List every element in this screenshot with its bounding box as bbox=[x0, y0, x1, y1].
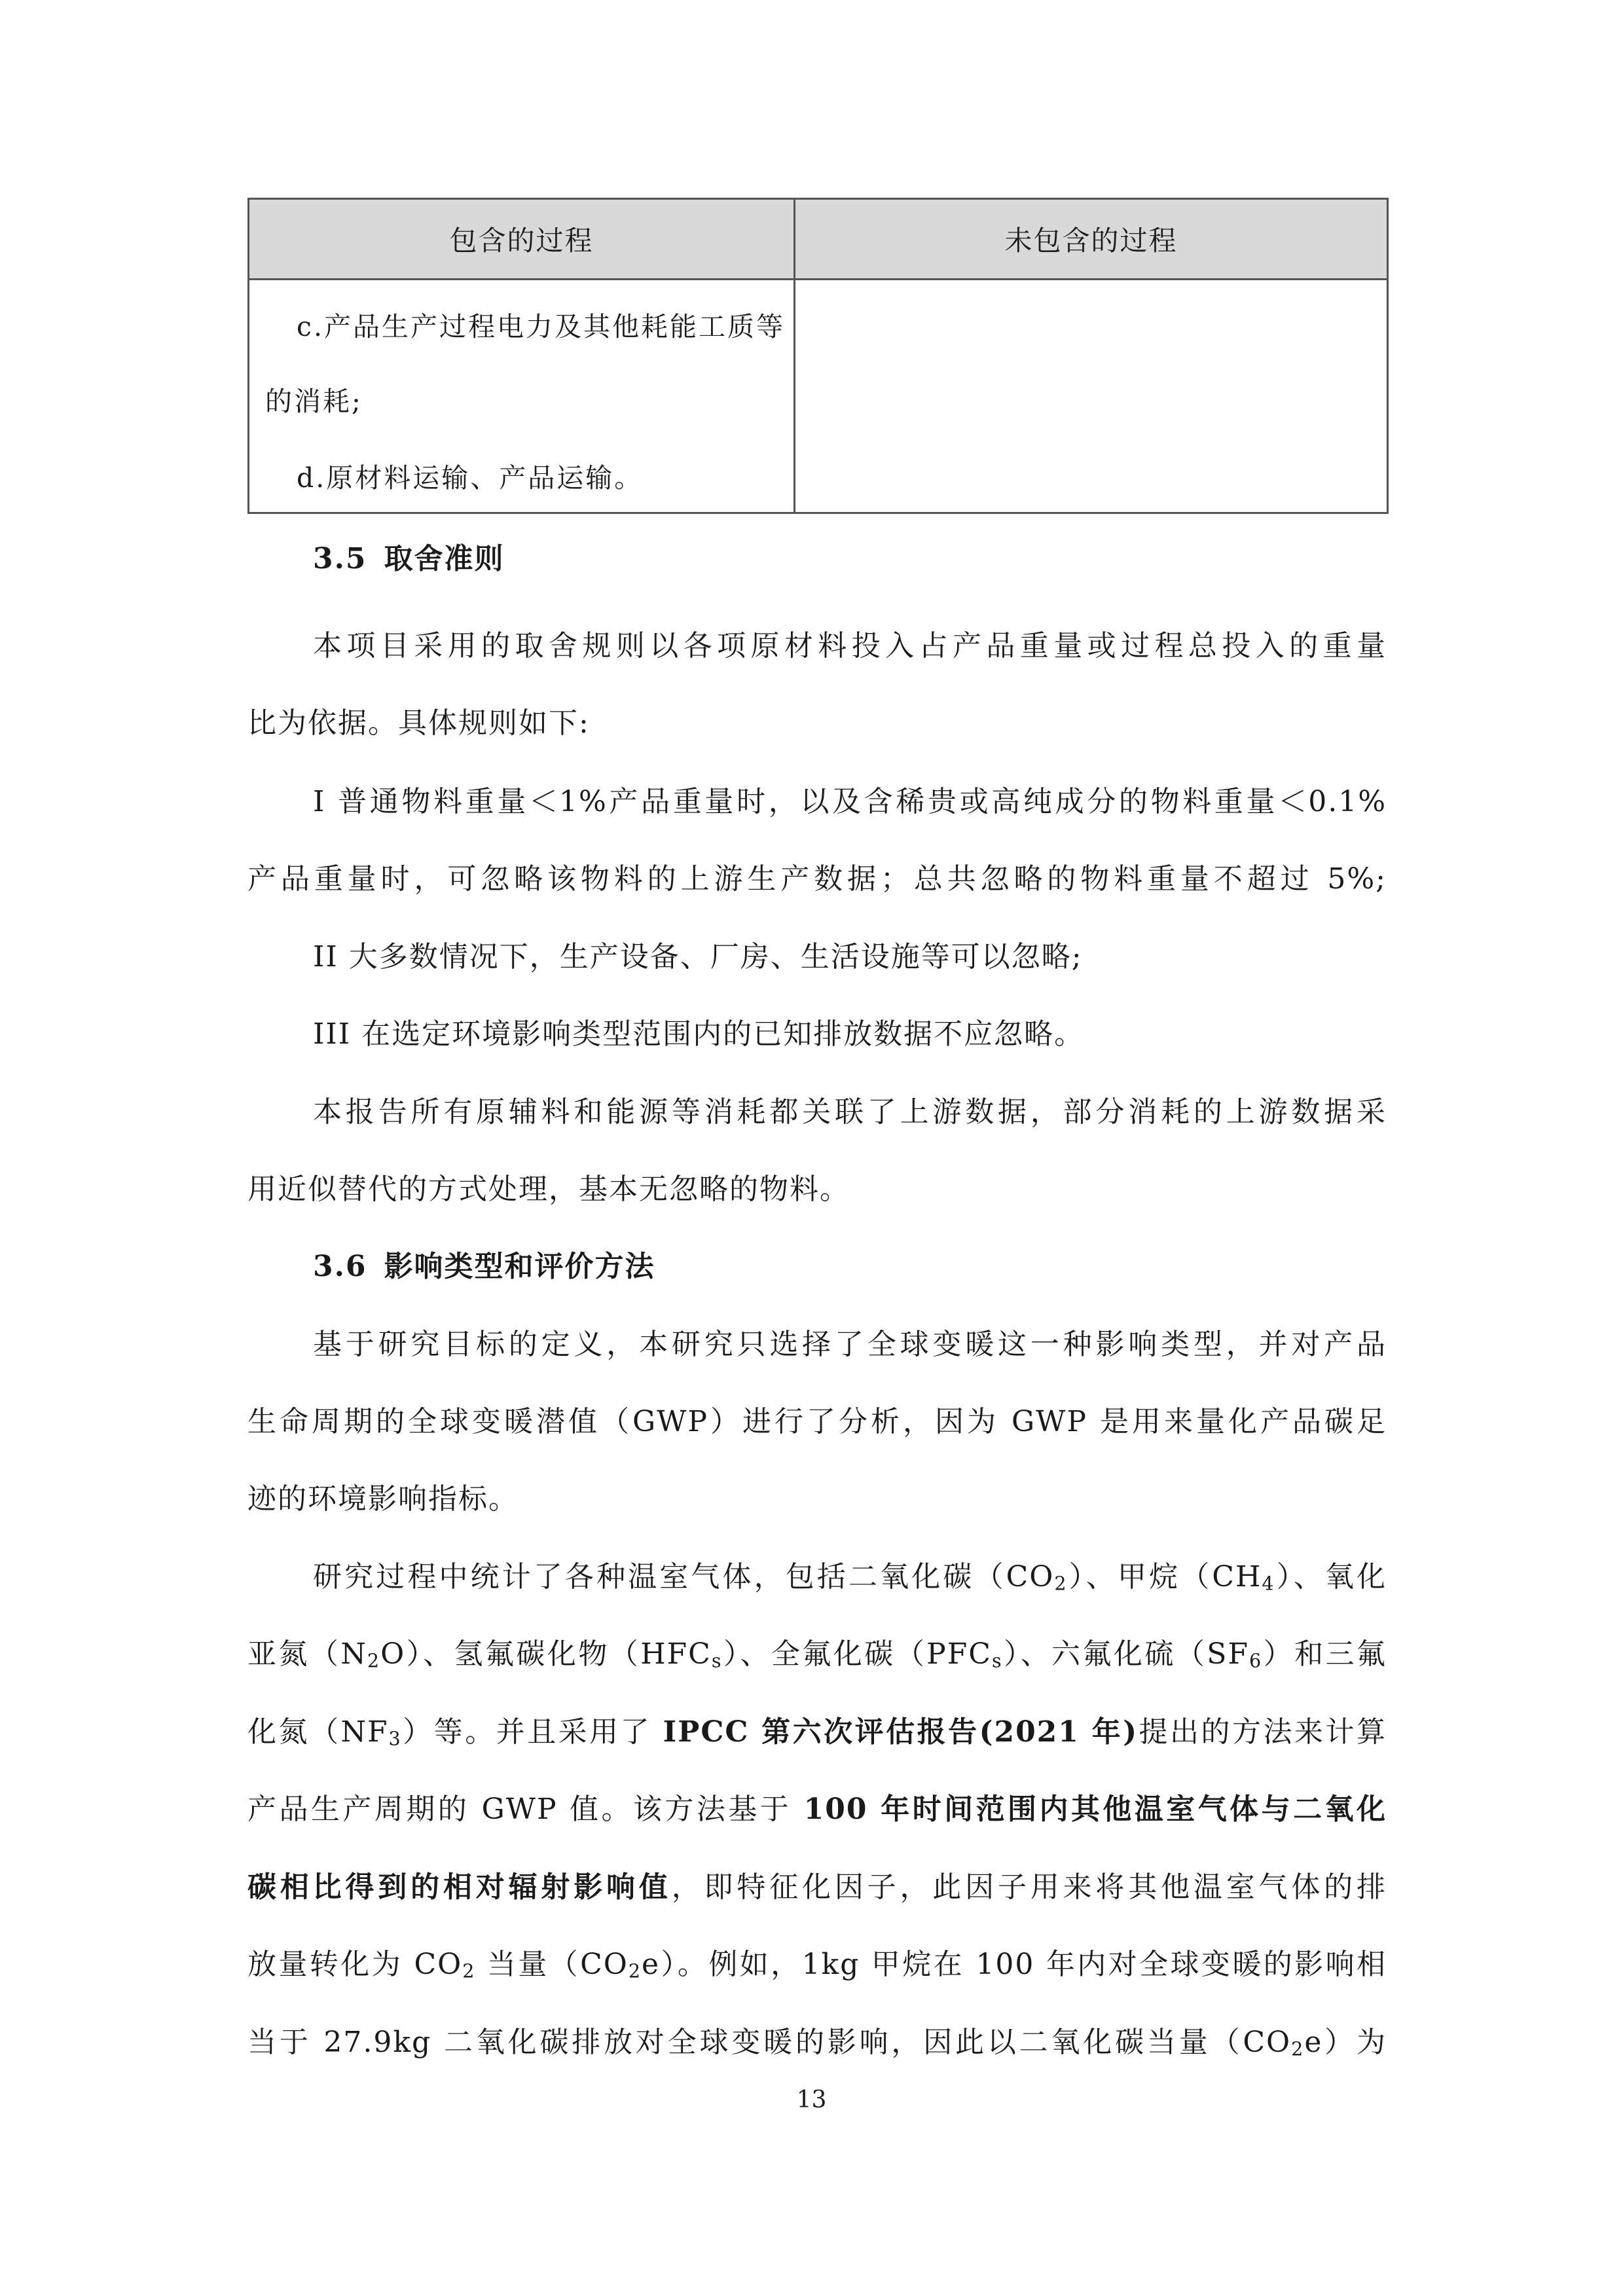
included-line-c: c.产品生产过程电力及其他耗能工质等 bbox=[297, 311, 785, 342]
text-run: e）。例如，1kg 甲烷在 100 年内对全球变暖的影响相 bbox=[642, 1948, 1387, 1981]
paragraph-line bbox=[247, 1713, 1387, 1752]
text-run: 研究过程中统计了各种温室气体，包括二氧化碳（CO bbox=[313, 1560, 1055, 1594]
rule-line: II 大多数情况下，生产设备、厂房、生活设施等可以忽略; bbox=[313, 940, 1083, 974]
text-run: ）、全氟化碳（PFC bbox=[722, 1637, 992, 1671]
subscript: 2 bbox=[462, 1959, 476, 1982]
rule-line: III 在选定环境影响类型范围内的已知排放数据不应忽略。 bbox=[313, 1017, 1085, 1051]
subscript: 2 bbox=[1054, 1572, 1068, 1595]
section-heading-3-5 bbox=[313, 539, 505, 579]
subscript: s bbox=[711, 1649, 723, 1672]
text-run: ）、甲烷（CH bbox=[1067, 1560, 1262, 1594]
text-run: 化氮（NF bbox=[247, 1715, 389, 1749]
paragraph-line: 生命周期的全球变暖潜值（GWP）进行了分析，因为 GWP 是用来量化产品碳足 bbox=[247, 1405, 1387, 1438]
paragraph-line: 本报告所有原辅料和能源等消耗都关联了上游数据，部分消耗的上游数据采 bbox=[313, 1095, 1387, 1129]
table-header-row bbox=[249, 199, 1388, 280]
text-run: ）、六氟化硫（SF bbox=[1002, 1637, 1249, 1671]
text-run: ，即特征化因子，此因子用来将其他温室气体的排 bbox=[671, 1870, 1387, 1904]
excluded-cell bbox=[795, 280, 1388, 513]
paragraph-line: 用近似替代的方式处理，基本无忽略的物料。 bbox=[247, 1173, 850, 1206]
header-excluded: 未包含的过程 bbox=[795, 199, 1388, 280]
subscript: 6 bbox=[1249, 1649, 1263, 1672]
text-run: 放量转化为 CO bbox=[247, 1948, 463, 1981]
page-number: 13 bbox=[796, 2086, 827, 2113]
section-number: 3.5 bbox=[313, 542, 367, 575]
paragraph-line bbox=[313, 1558, 1387, 1597]
paragraph-line: 比为依据。具体规则如下: bbox=[247, 706, 590, 740]
paragraph-line bbox=[247, 1790, 1387, 1829]
section-title: 取舍准则 bbox=[384, 542, 505, 575]
text-run: 亚氮（N bbox=[247, 1637, 367, 1671]
paragraph-line bbox=[247, 1635, 1387, 1674]
bold-text: 100 年时间范围内其他温室气体与二氧化 bbox=[803, 1793, 1387, 1826]
table-row bbox=[249, 280, 1388, 513]
subscript: s bbox=[991, 1649, 1003, 1672]
text-run: ）等。并且采用了 bbox=[401, 1715, 663, 1749]
subscript: 3 bbox=[388, 1727, 402, 1750]
text-run: e）为 bbox=[1304, 2026, 1387, 2059]
paragraph-line: 迹的环境影响指标。 bbox=[247, 1482, 519, 1516]
paragraph-line: 本项目采用的取舍规则以各项原材料投入占产品重量或过程总投入的重量 bbox=[313, 629, 1387, 663]
subscript: 2 bbox=[367, 1649, 381, 1672]
included-cell bbox=[249, 280, 795, 513]
subscript: 4 bbox=[1262, 1572, 1275, 1595]
header-included: 包含的过程 bbox=[249, 199, 795, 280]
section-number: 3.6 bbox=[313, 1250, 367, 1283]
process-table bbox=[247, 198, 1389, 514]
rule-line: I 普通物料重量＜1%产品重量时，以及含稀贵或高纯成分的物料重量＜0.1% bbox=[313, 785, 1387, 818]
text-run: ）和三氟 bbox=[1262, 1637, 1387, 1671]
text-run: 当量（CO bbox=[475, 1948, 629, 1981]
paragraph-line bbox=[247, 1945, 1387, 1984]
subscript: 2 bbox=[628, 1959, 642, 1982]
section-heading-3-6 bbox=[313, 1247, 655, 1286]
text-run: 当于 27.9kg 二氧化碳排放对全球变暖的影响，因此以二氧化碳当量（CO bbox=[247, 2026, 1292, 2059]
paragraph-line bbox=[247, 1868, 1387, 1907]
text-run: O）、氢氟碳化物（HFC bbox=[380, 1637, 712, 1671]
subscript: 2 bbox=[1291, 2037, 1305, 2060]
text-run: 产品生产周期的 GWP 值。该方法基于 bbox=[247, 1793, 804, 1826]
included-line-d: d.原材料运输、产品运输。 bbox=[297, 462, 644, 494]
paragraph-line bbox=[247, 2023, 1387, 2062]
text-run: 提出的方法来计算 bbox=[1138, 1715, 1387, 1749]
included-line-c-cont: 的消耗; bbox=[265, 386, 363, 417]
rule-line: 产品重量时，可忽略该物料的上游生产数据；总共忽略的物料重量不超过 5%; bbox=[247, 862, 1387, 896]
section-title: 影响类型和评价方法 bbox=[384, 1250, 655, 1283]
text-run: ）、氧化 bbox=[1275, 1560, 1387, 1594]
bold-text: IPCC 第六次评估报告(2021 年) bbox=[663, 1715, 1139, 1749]
paragraph-line: 基于研究目标的定义，本研究只选择了全球变暖这一种影响类型，并对产品 bbox=[313, 1328, 1387, 1361]
bold-text: 碳相比得到的相对辐射影响值 bbox=[247, 1870, 672, 1904]
